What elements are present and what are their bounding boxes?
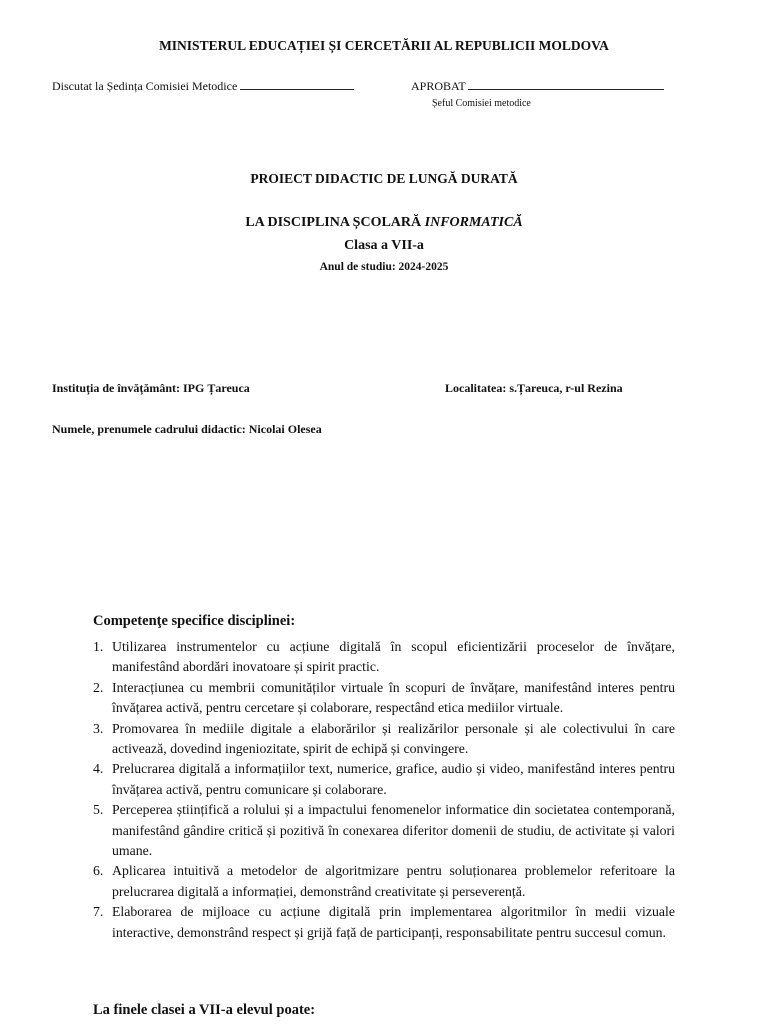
list-item	[93, 637, 675, 678]
list-item	[93, 719, 675, 760]
list-item-text: Prelucrarea digitală a informațiilor text, numerice, grafice, audio și video, manifestând interes pentru învățarea activă, pentru comunicare și colaborare.	[112, 761, 675, 797]
discutat-label: Discutat la Ședința Comisiei Metodice	[52, 79, 238, 93]
project-title: PROIECT DIDACTIC DE LUNGĂ DURATĂ	[250, 171, 518, 186]
aprobat-line	[411, 78, 664, 94]
locality-line: Localitatea: s.Țareuca, r-ul Rezina	[445, 381, 623, 395]
list-item-text: Aplicarea intuitivă a metodelor de algoritmizare pentru soluționarea problemelor referitoare la prelucrarea digitală a informației, demonstrând creativitate și perseverență.	[112, 863, 675, 899]
list-item-number: 3.	[93, 720, 104, 736]
list-item-text: Elaborarea de mijloace cu acțiune digitală prin implementarea algoritmilor în medii vizuale interactive, demonstrând respect și grijă față de participanți, responsabilitate pentru succesul comun.	[112, 904, 675, 940]
list-item-text: Perceperea științifică a rolului și a impactului fenomenelor informatice din societatea contemporană, manifestând gândire critică și pozitivă în conexarea diferitor domenii de studiu, de activitate și valori umane.	[112, 802, 675, 859]
list-item-number: 2.	[93, 679, 104, 695]
aprobat-label: APROBAT	[411, 79, 466, 93]
list-item	[93, 759, 675, 800]
list-item	[93, 678, 675, 719]
list-item-number: 1.	[93, 639, 104, 654]
sef-caption: Șeful Comisiei metodice	[432, 98, 531, 109]
discipline-line	[0, 215, 768, 231]
aprobat-blank	[468, 78, 664, 90]
list-item	[93, 800, 675, 861]
institution-line: Instituția de învățământ: IPG Țareuca	[52, 381, 250, 395]
discipline-prefix: LA DISCIPLINA ȘCOLARĂ	[245, 215, 422, 230]
list-item-number: 6.	[93, 863, 104, 879]
discutat-line	[52, 78, 354, 94]
competences-title: Competenţe specifice disciplinei:	[93, 613, 296, 629]
study-year: Anul de studiu: 2024-2025	[319, 261, 449, 273]
list-item	[93, 861, 675, 902]
class-label: Clasa a VII-a	[344, 238, 424, 253]
teacher-line: Numele, prenumele cadrului didactic: Nicolai Olesea	[52, 422, 322, 436]
outcomes-title: La finele clasei a VII-a elevul poate:	[93, 1002, 316, 1018]
list-item-text: Interacțiunea cu membrii comunităților virtuale în scopuri de învățare, manifestând interes pentru învățarea activă, pentru cercetare și colaborare, respectând etica mediilor virtuale.	[112, 679, 675, 716]
list-item-number: 7.	[93, 904, 104, 920]
competences-list	[93, 637, 675, 943]
list-item-number: 4.	[93, 761, 104, 777]
list-item-text: Promovarea în mediile digitale a elaborărilor și realizărilor personale și ale colectivului în care activează, dovedind ingeniozitate, spirit de echipă și convingere.	[112, 720, 675, 757]
list-item	[93, 902, 675, 943]
list-item-number: 5.	[93, 802, 104, 818]
ministry-heading: MINISTERUL EDUCAȚIEI ȘI CERCETĂRII AL REPUBLICII MOLDOVA	[159, 38, 609, 53]
list-item-text: Utilizarea instrumentelor cu acțiune digitală în scopul eficientizării proceselor de învățare, manifestând abordări inovatoare și spirit practic.	[112, 639, 675, 675]
discutat-blank	[240, 78, 354, 90]
discipline-name: INFORMATICĂ	[424, 215, 523, 230]
